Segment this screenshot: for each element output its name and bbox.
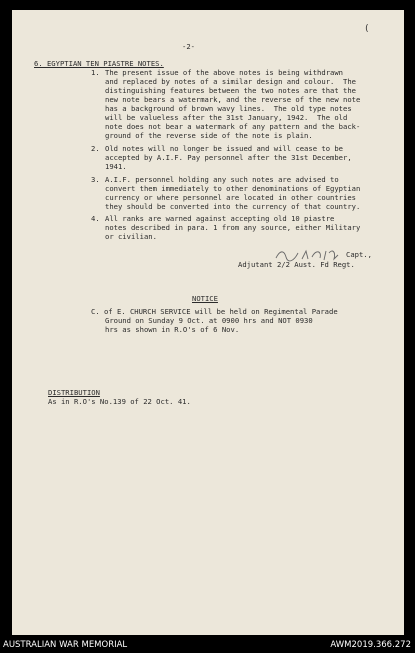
document-page (12, 10, 404, 635)
item-1-line: note does not bear a watermark of any pattern and the back- (105, 122, 361, 131)
archive-reference: AWM2019.366.272 (330, 640, 411, 650)
archive-footer (0, 637, 415, 653)
page-number: -2- (182, 42, 195, 51)
item-3-line: they should be converted into the currency of that country. (105, 202, 361, 211)
item-number: 3. (91, 175, 100, 184)
item-3-line: convert them immediately to other denominations of Egyptian (105, 184, 361, 193)
item-4-line: All ranks are warned against accepting old 10 piastre (105, 214, 335, 223)
item-4-line: notes described in para. 1 from any source, either Military (105, 223, 361, 232)
notice-line: C. of E. CHURCH SERVICE will be held on Regimental Parade (91, 307, 338, 316)
notice-heading: NOTICE (192, 294, 218, 303)
distribution-heading: DISTRIBUTION (48, 388, 100, 397)
item-number: 1. (91, 68, 100, 77)
item-4-line: or civilian. (105, 232, 157, 241)
item-1-line: new note bears a watermark, and the reverse of the new note (105, 95, 361, 104)
item-2-line: Old notes will no longer be issued and will cease to be (105, 144, 343, 153)
item-number: 4. (91, 214, 100, 223)
corner-mark: ( (364, 24, 370, 34)
signature-title: Adjutant 2/2 Aust. Fd Regt. (238, 260, 355, 269)
item-1-line: has a background of brown wavy lines. The old type notes (105, 104, 352, 113)
item-1-line: The present issue of the above notes is being withdrawn (105, 68, 343, 77)
distribution-line: As in R.O's No.139 of 22 Oct. 41. (48, 397, 191, 406)
item-1-line: and replaced by notes of a similar design and colour. The (105, 77, 356, 86)
signature-rank: Capt., (346, 250, 372, 259)
item-1-line: will be valueless after the 31st January, 1942. The old (105, 113, 348, 122)
notice-line: hrs as shown in R.O's of 6 Nov. (105, 325, 240, 334)
section-6-heading: 6. EGYPTIAN TEN PIASTRE NOTES. (34, 59, 164, 68)
item-2-line: accepted by A.I.F. Pay personnel after the 31st December, (105, 153, 352, 162)
archive-name: AUSTRALIAN WAR MEMORIAL (3, 640, 128, 650)
item-3-line: A.I.F. personnel holding any such notes are advised to (105, 175, 339, 184)
item-1-line: ground of the reverse side of the note is plain. (105, 131, 313, 140)
item-1-line: distinguishing features between the two notes are that the (105, 86, 356, 95)
item-3-line: currency or where personnel are located in other countries (105, 193, 356, 202)
item-number: 2. (91, 144, 100, 153)
notice-line: Ground on Sunday 9 Oct. at 0900 hrs and NOT 0930 (105, 316, 313, 325)
item-2-line: 1941. (105, 162, 127, 171)
